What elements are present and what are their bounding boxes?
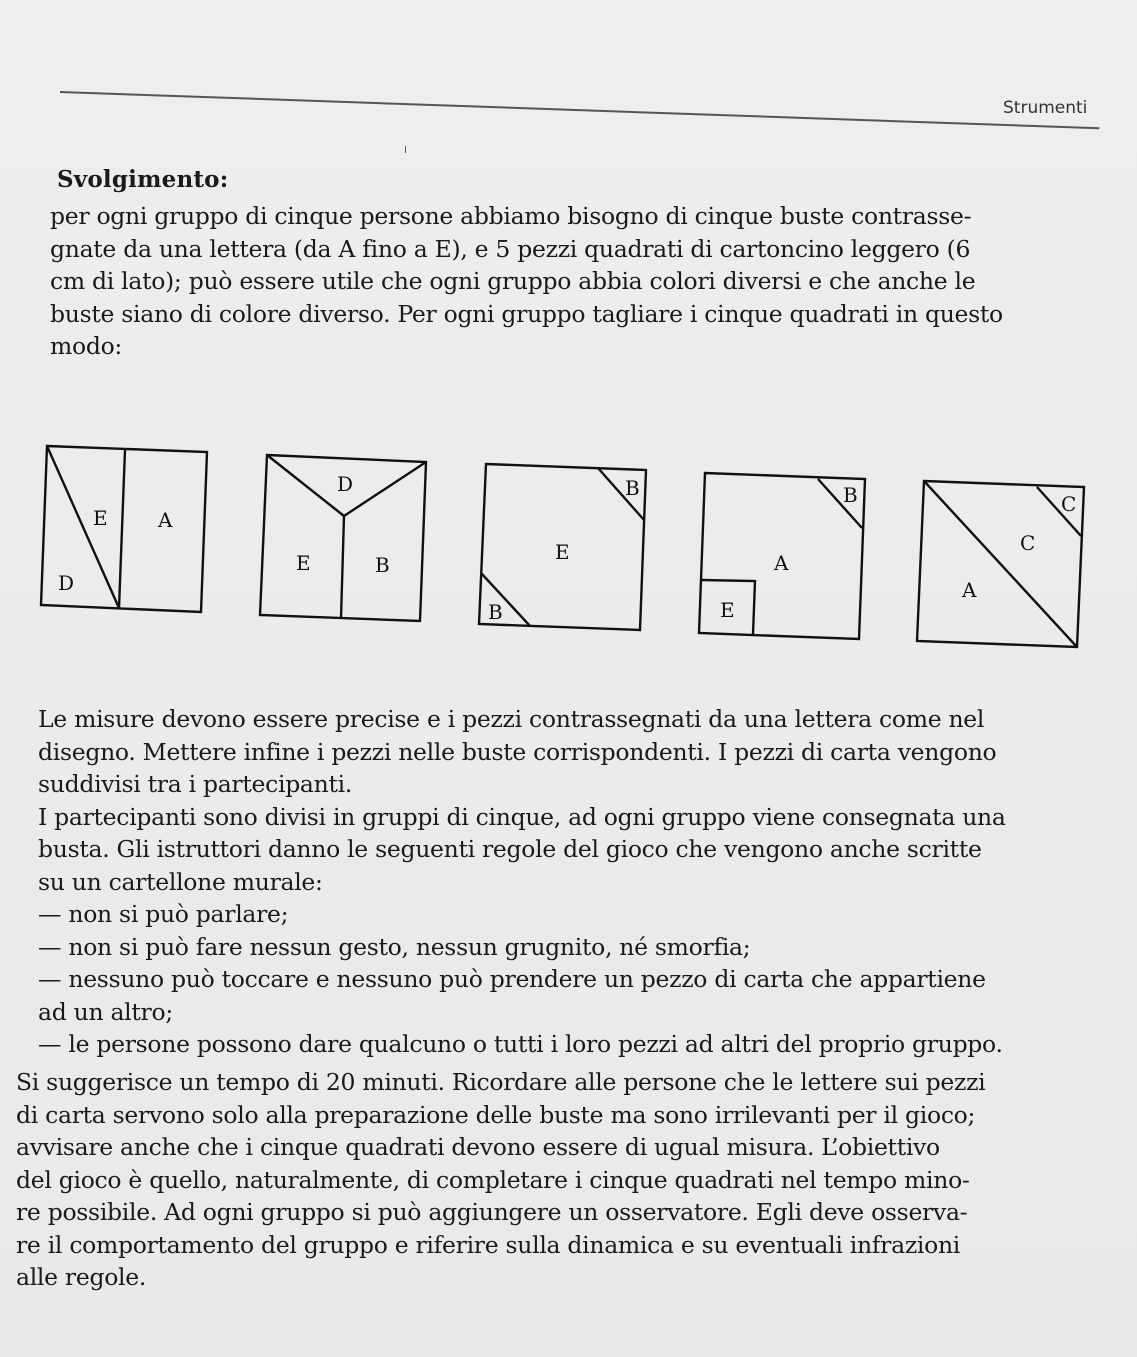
scan-mark [405,146,406,153]
square-4-label-a: A [774,551,789,575]
square-1-label-a: A [158,508,173,532]
square-2-outline [260,455,426,621]
rule-item: — nessuno può toccare e nessuno può prendere un pezzo di carta che appartiene [38,965,986,993]
square-4-label-e: E [720,598,735,622]
section-title: Svolgimento: [57,166,229,193]
square-2-cut-right [344,462,426,516]
running-head: Strumenti [1003,98,1088,118]
square-5-label-c: C [1020,531,1036,555]
square-1-diagonal-cut [47,446,119,608]
text-line: busta. Gli istruttori danno le seguenti regole del gioco che vengono anche scritte [38,835,982,863]
text-line: avvisare anche che i cinque quadrati devono essere di ugual misura. L’obiettivo [16,1133,940,1161]
square-5-outline [917,481,1084,647]
square-3-corner-cut-top [598,468,644,520]
text-line: alle regole. [16,1263,147,1291]
square-1-label-e: E [93,506,108,530]
text-line: cm di lato); può essere utile che ogni gruppo abbia colori diversi e che anche le [50,267,976,295]
text-line: modo: [50,332,123,360]
text-line: suddivisi tra i partecipanti. [38,770,353,798]
text-line: disegno. Mettere infine i pezzi nelle buste corrispondenti. I pezzi di carta vengono [38,737,997,766]
text-line: re il comportamento del gruppo e riferire sulla dinamica e su eventuali infrazioni [16,1230,961,1259]
text-line: di carta servono solo alla preparazione delle buste ma sono irrilevanti per il gioco; [16,1100,976,1129]
square-1-outline [41,446,207,612]
square-3-label-b-bottom: B [488,600,503,624]
text-line: su un cartellone murale: [38,867,323,896]
rule-item: — non si può parlare; [38,900,289,928]
closing-paragraph [16,1066,1116,1294]
rule-item: — le persone possono dare qualcuno o tutti i loro pezzi ad altri del proprio gruppo. [38,1030,1003,1058]
text-line: I partecipanti sono divisi in gruppi di cinque, ad ogni gruppo viene consegnata una [38,802,1006,831]
square-2-cut-left [267,455,344,516]
rule-item: — non si può fare nessun gesto, nessun grugnito, né smorfia; [38,932,751,961]
body-paragraph [38,703,1098,1061]
square-3-corner-cut-bottom [481,573,530,626]
text-line: per ogni gruppo di cinque persone abbiamo bisogno di cinque buste contrasse- [50,202,972,230]
square-2-label-d: D [337,472,354,496]
header-rule [60,91,1099,129]
text-line: re possibile. Ad ogni gruppo si può aggiungere un osservatore. Egli deve osserva- [16,1198,968,1226]
square-1-label-d: D [58,571,75,595]
square-5-corner-cut [1037,487,1081,536]
square-2-cut-vertical [341,516,344,618]
rule-item-continued: ad un altro; [38,997,173,1026]
intro-paragraph [50,200,1110,363]
text-line: del gioco è quello, naturalmente, di completare i cinque quadrati nel tempo mino- [16,1165,970,1194]
square-3-label-b-top: B [625,476,640,500]
square-3-outline [479,464,646,630]
square-1-vertical-cut [119,450,125,608]
text-line: Le misure devono essere precise e i pezzi contrassegnati da una lettera come nel [38,705,985,733]
square-4-label-b: B [843,483,858,507]
square-4-small-square-cut [702,580,755,634]
square-4-outline [699,473,865,639]
square-5-label-a: A [962,578,977,602]
text-line: buste siano di colore diverso. Per ogni gruppo tagliare i cinque quadrati in questo [50,299,1003,328]
square-5-diagonal-cut [924,481,1077,647]
square-2-label-e: E [296,551,311,575]
square-2-label-b: B [375,553,390,577]
square-3-label-e: E [555,540,570,564]
square-5-label-c-corner: C [1061,492,1077,516]
text-line: gnate da una lettera (da A fino a E), e 5 pezzi quadrati di cartoncino leggero (6 [50,234,971,263]
text-line: Si suggerisce un tempo di 20 minuti. Ricordare alle persone che le lettere sui pezzi [16,1068,986,1096]
square-4-corner-cut [818,479,862,528]
